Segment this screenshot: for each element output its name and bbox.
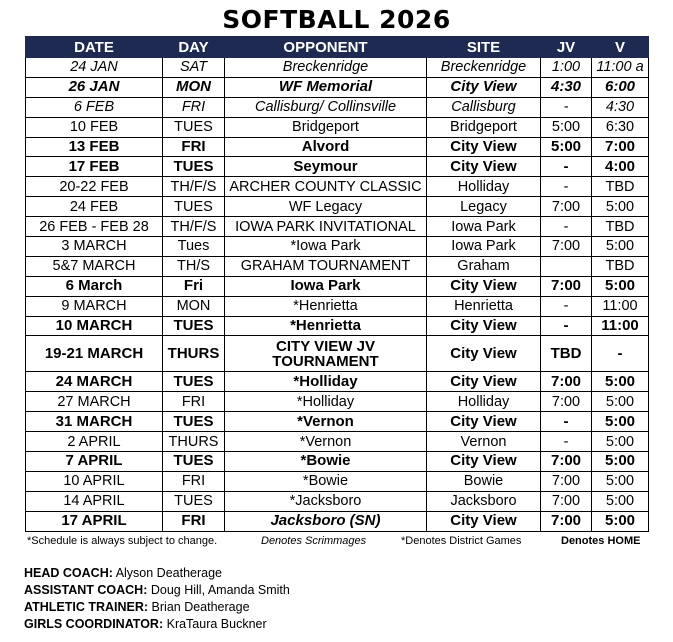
cell-date: 9 MARCH — [26, 296, 163, 316]
cell-opponent: Iowa Park — [225, 276, 427, 296]
cell-day: SAT — [163, 58, 225, 78]
cell-v: 5:00 — [592, 237, 649, 257]
cell-site: City View — [427, 157, 541, 177]
cell-jv: - — [541, 177, 592, 197]
cell-opponent: Alvord — [225, 137, 427, 157]
cell-day: FRI — [163, 511, 225, 531]
cell-opponent: Bridgeport — [225, 117, 427, 137]
staff-assistant-coach — [24, 583, 290, 597]
cell-site: Holliday — [427, 392, 541, 412]
cell-opponent: *Holliday — [225, 392, 427, 412]
cell-v: 11:00 — [592, 316, 649, 336]
cell-site: Vernon — [427, 432, 541, 452]
cell-jv: 7:00 — [541, 491, 592, 511]
cell-site: City View — [427, 316, 541, 336]
cell-site: Breckenridge — [427, 58, 541, 78]
table-row — [26, 256, 649, 276]
cell-site: City View — [427, 452, 541, 472]
cell-jv: 7:00 — [541, 276, 592, 296]
col-header-opponent: OPPONENT — [225, 37, 427, 58]
cell-day: TUES — [163, 372, 225, 392]
table-row — [26, 452, 649, 472]
cell-site: Iowa Park — [427, 217, 541, 237]
cell-day: TUES — [163, 491, 225, 511]
table-row — [26, 217, 649, 237]
cell-jv: 5:00 — [541, 137, 592, 157]
cell-jv: 7:00 — [541, 452, 592, 472]
cell-v: 4:00 — [592, 157, 649, 177]
col-header-site: SITE — [427, 37, 541, 58]
cell-day: THURS — [163, 336, 225, 372]
cell-v: 5:00 — [592, 392, 649, 412]
cell-jv — [541, 256, 592, 276]
cell-date: 24 JAN — [26, 58, 163, 78]
cell-date: 14 APRIL — [26, 491, 163, 511]
cell-day: TUES — [163, 452, 225, 472]
cell-jv: - — [541, 432, 592, 452]
cell-date: 17 APRIL — [26, 511, 163, 531]
note-district-games: *Denotes District Games — [401, 535, 522, 547]
schedule-body — [26, 58, 649, 532]
cell-day: TUES — [163, 157, 225, 177]
cell-v: TBD — [592, 217, 649, 237]
cell-site: Bridgeport — [427, 117, 541, 137]
col-header-jv: JV — [541, 37, 592, 58]
table-row — [26, 117, 649, 137]
cell-jv: 7:00 — [541, 237, 592, 257]
cell-site: Callisburg — [427, 97, 541, 117]
cell-v: TBD — [592, 177, 649, 197]
cell-jv: 7:00 — [541, 372, 592, 392]
table-row — [26, 157, 649, 177]
cell-site: Legacy — [427, 197, 541, 217]
cell-site: City View — [427, 77, 541, 97]
staff-name: Brian Deatherage — [151, 600, 250, 614]
cell-v: 5:00 — [592, 491, 649, 511]
table-row — [26, 412, 649, 432]
table-row — [26, 77, 649, 97]
cell-day: TH/F/S — [163, 217, 225, 237]
cell-v: 6:00 — [592, 77, 649, 97]
cell-opponent: Jacksboro (SN) — [225, 511, 427, 531]
cell-date: 10 FEB — [26, 117, 163, 137]
cell-opponent: *Vernon — [225, 412, 427, 432]
table-row — [26, 491, 649, 511]
header-row — [26, 37, 649, 58]
cell-v: 5:00 — [592, 412, 649, 432]
cell-v: 11:00 a — [592, 58, 649, 78]
cell-site: City View — [427, 412, 541, 432]
cell-day: Tues — [163, 237, 225, 257]
cell-date: 10 APRIL — [26, 471, 163, 491]
table-row — [26, 177, 649, 197]
staff-name: Alyson Deatherage — [115, 566, 223, 580]
cell-date: 26 JAN — [26, 77, 163, 97]
cell-day: MON — [163, 296, 225, 316]
cell-opponent: Breckenridge — [225, 58, 427, 78]
table-row — [26, 511, 649, 531]
staff-athletic-trainer — [24, 600, 250, 614]
cell-jv: 4:30 — [541, 77, 592, 97]
table-row — [26, 276, 649, 296]
cell-site: Graham — [427, 256, 541, 276]
cell-opponent: *Henrietta — [225, 316, 427, 336]
cell-site: Holliday — [427, 177, 541, 197]
cell-date: 19-21 MARCH — [26, 336, 163, 372]
cell-date: 26 FEB - FEB 28 — [26, 217, 163, 237]
cell-opponent: Seymour — [225, 157, 427, 177]
cell-day: FRI — [163, 392, 225, 412]
cell-date: 31 MARCH — [26, 412, 163, 432]
cell-jv: - — [541, 97, 592, 117]
cell-jv: 1:00 — [541, 58, 592, 78]
cell-jv: - — [541, 412, 592, 432]
cell-day: TH/F/S — [163, 177, 225, 197]
table-row — [26, 372, 649, 392]
table-row — [26, 392, 649, 412]
staff-girls-coordinator — [24, 617, 267, 631]
cell-opponent: CITY VIEW JV TOURNAMENT — [225, 336, 427, 372]
cell-opponent: *Bowie — [225, 471, 427, 491]
cell-opponent: *Bowie — [225, 452, 427, 472]
cell-date: 2 APRIL — [26, 432, 163, 452]
cell-day: TUES — [163, 117, 225, 137]
cell-jv: TBD — [541, 336, 592, 372]
cell-v: - — [592, 336, 649, 372]
note-home: Denotes HOME — [561, 535, 641, 547]
cell-site: Iowa Park — [427, 237, 541, 257]
cell-opponent: IOWA PARK INVITATIONAL — [225, 217, 427, 237]
cell-day: TUES — [163, 316, 225, 336]
cell-day: Fri — [163, 276, 225, 296]
cell-jv: - — [541, 217, 592, 237]
cell-site: City View — [427, 276, 541, 296]
cell-jv: 7:00 — [541, 471, 592, 491]
cell-v: 7:00 — [592, 137, 649, 157]
col-header-date: DATE — [26, 37, 163, 58]
cell-date: 7 APRIL — [26, 452, 163, 472]
cell-date: 24 FEB — [26, 197, 163, 217]
cell-site: City View — [427, 372, 541, 392]
cell-v: 5:00 — [592, 511, 649, 531]
cell-jv: - — [541, 296, 592, 316]
cell-jv: 7:00 — [541, 392, 592, 412]
cell-opponent: WF Legacy — [225, 197, 427, 217]
cell-day: TUES — [163, 197, 225, 217]
cell-day: FRI — [163, 137, 225, 157]
staff-role: ASSISTANT COACH: — [24, 583, 148, 597]
cell-date: 27 MARCH — [26, 392, 163, 412]
cell-opponent: *Jacksboro — [225, 491, 427, 511]
cell-opponent: WF Memorial — [225, 77, 427, 97]
staff-name: Doug Hill, Amanda Smith — [150, 583, 290, 597]
staff-role: ATHLETIC TRAINER: — [24, 600, 149, 614]
cell-jv: - — [541, 157, 592, 177]
cell-site: City View — [427, 511, 541, 531]
table-row — [26, 237, 649, 257]
staff-head-coach — [24, 566, 222, 580]
cell-opponent: ARCHER COUNTY CLASSIC — [225, 177, 427, 197]
cell-v: 5:00 — [592, 432, 649, 452]
col-header-v: V — [592, 37, 649, 58]
cell-v: 5:00 — [592, 197, 649, 217]
cell-jv: 7:00 — [541, 511, 592, 531]
cell-date: 20-22 FEB — [26, 177, 163, 197]
cell-opponent: *Henrietta — [225, 296, 427, 316]
table-row — [26, 432, 649, 452]
cell-v: 5:00 — [592, 471, 649, 491]
cell-v: 4:30 — [592, 97, 649, 117]
cell-date: 3 MARCH — [26, 237, 163, 257]
cell-jv: 7:00 — [541, 197, 592, 217]
cell-jv: - — [541, 316, 592, 336]
schedule-table — [25, 36, 649, 532]
cell-site: Jacksboro — [427, 491, 541, 511]
note-subject-to-change: *Schedule is always subject to change. — [27, 535, 218, 547]
table-row — [26, 197, 649, 217]
cell-day: THURS — [163, 432, 225, 452]
cell-day: TH/S — [163, 256, 225, 276]
cell-date: 10 MARCH — [26, 316, 163, 336]
cell-day: FRI — [163, 471, 225, 491]
table-row — [26, 471, 649, 491]
cell-date: 5&7 MARCH — [26, 256, 163, 276]
staff-role: GIRLS COORDINATOR: — [24, 617, 164, 631]
cell-day: MON — [163, 77, 225, 97]
page-title: SOFTBALL 2026 — [222, 5, 451, 34]
table-row — [26, 296, 649, 316]
cell-opponent: *Iowa Park — [225, 237, 427, 257]
cell-site: Bowie — [427, 471, 541, 491]
cell-v: 11:00 — [592, 296, 649, 316]
cell-v: 6:30 — [592, 117, 649, 137]
cell-opponent: GRAHAM TOURNAMENT — [225, 256, 427, 276]
cell-date: 13 FEB — [26, 137, 163, 157]
cell-v: 5:00 — [592, 276, 649, 296]
table-row — [26, 316, 649, 336]
note-scrimmages: Denotes Scrimmages — [261, 535, 367, 547]
col-header-day: DAY — [163, 37, 225, 58]
table-row — [26, 97, 649, 117]
cell-opponent: Callisburg/ Collinsville — [225, 97, 427, 117]
staff-role: HEAD COACH: — [24, 566, 113, 580]
cell-date: 6 March — [26, 276, 163, 296]
cell-day: FRI — [163, 97, 225, 117]
cell-day: TUES — [163, 412, 225, 432]
table-row — [26, 137, 649, 157]
cell-site: City View — [427, 336, 541, 372]
cell-site: City View — [427, 137, 541, 157]
cell-v: TBD — [592, 256, 649, 276]
table-row — [26, 336, 649, 372]
cell-v: 5:00 — [592, 452, 649, 472]
cell-date: 6 FEB — [26, 97, 163, 117]
cell-date: 17 FEB — [26, 157, 163, 177]
cell-site: Henrietta — [427, 296, 541, 316]
cell-date: 24 MARCH — [26, 372, 163, 392]
cell-v: 5:00 — [592, 372, 649, 392]
cell-jv: 5:00 — [541, 117, 592, 137]
staff-name: KraTaura Buckner — [166, 617, 267, 631]
cell-opponent: *Vernon — [225, 432, 427, 452]
cell-opponent: *Holliday — [225, 372, 427, 392]
table-row — [26, 58, 649, 78]
